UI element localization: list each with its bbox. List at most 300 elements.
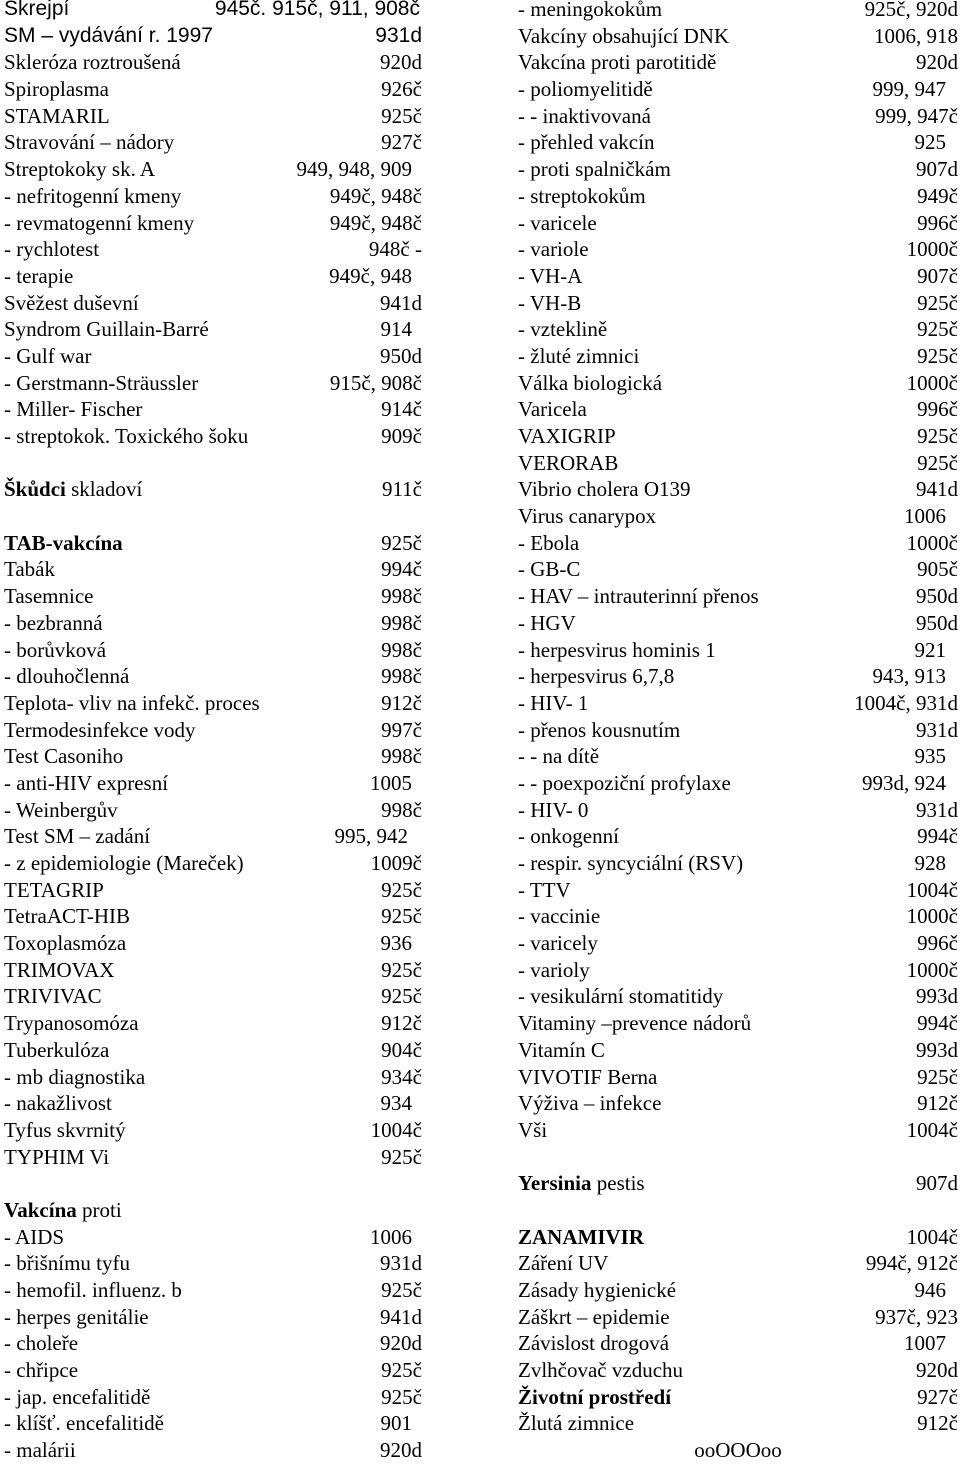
index-entry bbox=[518, 343, 958, 370]
index-entry bbox=[4, 343, 444, 370]
index-entry bbox=[4, 0, 444, 23]
entry-term: - streptokokům bbox=[518, 183, 646, 208]
entry-page-ref: 914 bbox=[380, 317, 412, 342]
entry-term: - HGV bbox=[518, 610, 576, 635]
entry-page-ref: 934č bbox=[381, 1064, 422, 1089]
entry-term: Vibrio cholera O139 bbox=[518, 477, 691, 502]
entry-term bbox=[4, 476, 142, 503]
entry-page-ref: 998č bbox=[381, 744, 422, 769]
entry-page-ref: 949č, 948č bbox=[329, 183, 422, 208]
entry-page-ref: 998č bbox=[381, 664, 422, 689]
index-entry bbox=[518, 503, 958, 530]
entry-term: Syndrom Guillain-Barré bbox=[4, 317, 209, 342]
index-entry bbox=[518, 1437, 958, 1464]
entry-term: - anti-HIV expresní bbox=[4, 770, 169, 795]
entry-page-ref: 949č, 948 bbox=[329, 263, 412, 288]
entry-page-ref: 925č bbox=[381, 904, 422, 929]
entry-term: - AIDS bbox=[4, 1224, 65, 1249]
index-entry bbox=[4, 156, 444, 183]
index-entry bbox=[4, 930, 444, 957]
entry-term: - rychlotest bbox=[4, 237, 100, 262]
entry-term: - vzteklině bbox=[518, 317, 608, 342]
entry-page-ref: 1000č bbox=[906, 957, 958, 982]
entry-page-ref: 994č, 912č bbox=[865, 1251, 958, 1276]
entry-page-ref: 996č bbox=[917, 931, 958, 956]
index-entry bbox=[518, 1090, 958, 1117]
index-entry bbox=[518, 690, 958, 717]
index-entry bbox=[518, 156, 958, 183]
entry-page-ref: 1007 bbox=[904, 1331, 946, 1356]
entry-page-ref: 943, 913 bbox=[872, 664, 946, 689]
entry-term: Životní prostředí bbox=[518, 1384, 672, 1409]
entry-page-ref: 996č bbox=[917, 210, 958, 235]
entry-term: Teplota- vliv na infekč. proces bbox=[4, 690, 260, 715]
index-entry bbox=[518, 129, 958, 156]
entry-term: - herpesvirus hominis 1 bbox=[518, 637, 716, 662]
index-entry bbox=[518, 183, 958, 210]
entry-term: - varicele bbox=[518, 210, 597, 235]
index-entry bbox=[4, 370, 444, 397]
index-entry bbox=[518, 316, 958, 343]
entry-term: Tasemnice bbox=[4, 584, 94, 609]
entry-term: - - poexpoziční profylaxe bbox=[518, 770, 731, 795]
entry-page-ref: 1006 bbox=[904, 504, 946, 529]
index-entry bbox=[518, 1330, 958, 1357]
entry-term: - varioly bbox=[518, 957, 590, 982]
entry-term: VIVOTIF Berna bbox=[518, 1064, 658, 1089]
index-entry bbox=[518, 610, 958, 637]
index-entry bbox=[518, 263, 958, 290]
index-entry bbox=[518, 877, 958, 904]
index-entry bbox=[518, 663, 958, 690]
entry-term: - respir. syncyciální (RSV) bbox=[518, 851, 744, 875]
entry-page-ref: 948č - bbox=[368, 237, 422, 262]
entry-page-ref: 1006, 918 bbox=[874, 23, 958, 48]
entry-page-ref: 909č bbox=[381, 424, 422, 448]
entry-term: - nefritogenní kmeny bbox=[4, 183, 182, 208]
entry-term bbox=[518, 1170, 645, 1197]
entry-page-ref: 925č bbox=[381, 530, 422, 555]
entry-page-ref: 912č bbox=[917, 1411, 958, 1436]
index-entry bbox=[4, 1170, 444, 1197]
entry-term: - terapie bbox=[4, 263, 74, 288]
index-entry bbox=[518, 823, 958, 850]
entry-page-ref: 925č bbox=[917, 290, 958, 315]
index-column-left bbox=[4, 0, 444, 1464]
index-entry bbox=[518, 76, 958, 103]
index-entry bbox=[518, 1277, 958, 1304]
entry-term: - - inaktivovaná bbox=[518, 103, 651, 128]
entry-page-ref: 925č bbox=[381, 1384, 422, 1409]
entry-term: Varicela bbox=[518, 397, 587, 422]
entry-page-ref: 926č bbox=[381, 77, 422, 102]
index-entry bbox=[518, 983, 958, 1010]
index-entry bbox=[4, 1010, 444, 1037]
index-entry bbox=[4, 76, 444, 103]
entry-term: Tabák bbox=[4, 557, 56, 582]
entry-term: - Gulf war bbox=[4, 343, 92, 368]
entry-page-ref: 1000č bbox=[906, 904, 958, 929]
entry-term: - streptokok. Toxického šoku bbox=[4, 424, 249, 448]
index-entry bbox=[518, 1384, 958, 1411]
entry-term: TETAGRIP bbox=[4, 877, 104, 902]
entry-page-ref: 925č bbox=[917, 317, 958, 342]
entry-page-ref: 914č bbox=[381, 397, 422, 422]
entry-term: Test SM – zadání bbox=[4, 824, 151, 849]
index-entry bbox=[4, 823, 444, 850]
entry-page-ref: 921 bbox=[914, 637, 946, 662]
entry-term: - Weinbergův bbox=[4, 797, 118, 822]
entry-term-bold: Vakcína bbox=[4, 1197, 77, 1222]
entry-term: Toxoplasmóza bbox=[4, 931, 127, 956]
index-entry bbox=[4, 1304, 444, 1331]
entry-page-ref: 925č bbox=[381, 984, 422, 1009]
entry-term: - TTV bbox=[518, 877, 571, 902]
index-entry bbox=[518, 556, 958, 583]
entry-page-ref: 993d bbox=[916, 984, 958, 1009]
entry-term: Trypanosomóza bbox=[4, 1011, 139, 1036]
entry-term: - Miller- Fischer bbox=[4, 397, 143, 422]
index-entry bbox=[4, 103, 444, 130]
index-entry bbox=[4, 1384, 444, 1411]
entry-term: TRIVIVAC bbox=[4, 984, 102, 1009]
entry-term: - žluté zimnici bbox=[518, 343, 640, 368]
index-entry bbox=[4, 1410, 444, 1437]
entry-term: - herpesvirus 6,7,8 bbox=[518, 664, 675, 689]
entry-page-ref: 925č bbox=[381, 1278, 422, 1302]
entry-page-ref: 915č, 908č bbox=[329, 370, 422, 395]
entry-page-ref: 925č bbox=[917, 1064, 958, 1089]
entry-page-ref: 934 bbox=[380, 1091, 412, 1116]
index-entry bbox=[518, 23, 958, 50]
index-entry bbox=[518, 637, 958, 664]
index-entry bbox=[518, 1357, 958, 1384]
index-entry bbox=[4, 129, 444, 156]
index-entry bbox=[518, 583, 958, 610]
entry-page-ref: 920d bbox=[380, 50, 422, 75]
index-entry bbox=[518, 290, 958, 317]
entry-page-ref: 931d bbox=[380, 1251, 422, 1276]
entry-page-ref: 912č bbox=[917, 1091, 958, 1116]
index-entry bbox=[4, 663, 444, 690]
index-entry bbox=[518, 1410, 958, 1437]
entry-term: Zásady hygienické bbox=[518, 1278, 677, 1302]
index-entry bbox=[518, 770, 958, 797]
index-entry bbox=[518, 743, 958, 770]
index-entry bbox=[4, 316, 444, 343]
entry-term: - mb diagnostika bbox=[4, 1064, 146, 1089]
entry-term: TAB-vakcína bbox=[4, 530, 123, 555]
entry-term: TetraACT-HIB bbox=[4, 904, 131, 929]
entry-term: - GB-C bbox=[518, 557, 581, 582]
entry-term: - vaccinie bbox=[518, 904, 601, 929]
entry-page-ref: 945č. 915č, 911, 908č bbox=[214, 0, 420, 20]
index-entry bbox=[518, 1170, 958, 1197]
entry-page-ref: 912č bbox=[381, 690, 422, 715]
index-entry bbox=[518, 1144, 958, 1171]
entry-page-ref: 997č bbox=[381, 717, 422, 742]
entry-page-ref: 1004č bbox=[370, 1117, 422, 1142]
entry-term: - poliomyelitidě bbox=[518, 77, 653, 102]
entry-term: - Gerstmann-Sträussler bbox=[4, 370, 199, 395]
entry-term: Virus canarypox bbox=[518, 504, 657, 529]
entry-page-ref: 925č bbox=[917, 343, 958, 368]
entry-page-ref: 907d bbox=[916, 1171, 958, 1196]
entry-term bbox=[4, 1197, 122, 1224]
index-entry bbox=[518, 49, 958, 76]
entry-page-ref: 998č bbox=[381, 797, 422, 822]
entry-term: Vitamín C bbox=[518, 1037, 605, 1062]
entry-page-ref: 999, 947č bbox=[875, 103, 958, 128]
entry-term: - bezbranná bbox=[4, 610, 103, 635]
index-entry bbox=[4, 450, 444, 477]
entry-term: - proti spalničkám bbox=[518, 157, 671, 182]
index-entry bbox=[4, 637, 444, 664]
index-entry bbox=[4, 983, 444, 1010]
entry-page-ref: 995, 942 bbox=[334, 824, 408, 849]
index-entry bbox=[4, 1144, 444, 1171]
index-entry bbox=[4, 183, 444, 210]
index-entry bbox=[518, 1250, 958, 1277]
index-entry bbox=[518, 1224, 958, 1251]
entry-term: - dlouhočlenná bbox=[4, 664, 130, 689]
entry-term: - VH-B bbox=[518, 290, 582, 315]
entry-term: - HIV- 0 bbox=[518, 797, 589, 822]
entry-term: Termodesinfekce vody bbox=[4, 717, 196, 742]
entry-term: - herpes genitálie bbox=[4, 1304, 149, 1329]
entry-term: - HIV- 1 bbox=[518, 690, 589, 715]
index-entry bbox=[518, 450, 958, 477]
index-entry bbox=[4, 530, 444, 557]
entry-term: - variole bbox=[518, 237, 589, 262]
entry-page-ref: 935 bbox=[914, 744, 946, 769]
entry-term: Vakcína proti parotitidě bbox=[518, 50, 717, 75]
entry-term: - břišnímu tyfu bbox=[4, 1251, 130, 1276]
entry-page-ref: 941d bbox=[916, 477, 958, 502]
index-entry bbox=[4, 263, 444, 290]
entry-term: Tuberkulóza bbox=[4, 1037, 110, 1062]
index-entry bbox=[518, 717, 958, 744]
index-entry bbox=[518, 903, 958, 930]
index-entry bbox=[4, 1224, 444, 1251]
entry-page-ref: 1000č bbox=[906, 237, 958, 262]
index-entry bbox=[4, 903, 444, 930]
index-entry bbox=[4, 503, 444, 530]
index-entry bbox=[4, 850, 444, 877]
entry-term: - hemofil. influenz. b bbox=[4, 1278, 182, 1302]
entry-page-ref: 950d bbox=[916, 610, 958, 635]
entry-term: TRIMOVAX bbox=[4, 957, 115, 982]
entry-page-ref: 904č bbox=[381, 1037, 422, 1062]
entry-page-ref: 911č bbox=[381, 477, 422, 502]
index-entry bbox=[4, 583, 444, 610]
index-entry bbox=[4, 717, 444, 744]
index-entry bbox=[4, 1330, 444, 1357]
entry-term: VERORAB bbox=[518, 450, 619, 475]
entry-page-ref: 905č bbox=[917, 557, 958, 582]
index-entry bbox=[4, 1037, 444, 1064]
entry-term: - nakažlivost bbox=[4, 1091, 112, 1116]
index-entry bbox=[518, 1197, 958, 1224]
index-entry bbox=[518, 1010, 958, 1037]
entry-term: VAXIGRIP bbox=[518, 424, 616, 448]
entry-page-ref: 1009č bbox=[370, 851, 422, 875]
entry-term: - meningokokům bbox=[518, 0, 663, 21]
entry-term: Vši bbox=[518, 1117, 548, 1142]
entry-term: Tyfus skvrnitý bbox=[4, 1117, 126, 1142]
index-entry bbox=[518, 103, 958, 130]
entry-page-ref: 925č bbox=[917, 424, 958, 448]
index-entry bbox=[4, 1090, 444, 1117]
entry-page-ref: 1004č, 931d bbox=[854, 690, 958, 715]
entry-page-ref: 925č, 920d bbox=[864, 0, 958, 21]
index-column-right bbox=[518, 0, 958, 1464]
entry-term: Výživa – infekce bbox=[518, 1091, 662, 1116]
entry-page-ref: 927č bbox=[917, 1384, 958, 1409]
index-entry bbox=[4, 610, 444, 637]
entry-page-ref: 998č bbox=[381, 584, 422, 609]
entry-page-ref: 1004č bbox=[906, 1117, 958, 1142]
entry-page-ref: 931d bbox=[375, 23, 422, 47]
entry-page-ref: 925č bbox=[381, 877, 422, 902]
entry-page-ref: 993d bbox=[916, 1037, 958, 1062]
entry-page-ref: 993d, 924 bbox=[862, 770, 946, 795]
entry-page-ref: 920d bbox=[380, 1438, 422, 1463]
index-entry bbox=[518, 476, 958, 503]
entry-page-ref: 907d bbox=[916, 157, 958, 182]
entry-page-ref: 920d bbox=[916, 50, 958, 75]
entry-term: Vakcíny obsahující DNK bbox=[518, 23, 730, 48]
entry-term: Závislost drogová bbox=[518, 1331, 670, 1356]
index-entry bbox=[518, 530, 958, 557]
entry-term: - varicely bbox=[518, 931, 598, 956]
index-entry bbox=[4, 1197, 444, 1224]
index-entry bbox=[4, 1064, 444, 1091]
index-entry bbox=[518, 850, 958, 877]
index-entry bbox=[518, 0, 958, 23]
index-entry bbox=[4, 1357, 444, 1384]
entry-term: - jap. encefalitidě bbox=[4, 1384, 151, 1409]
index-entry bbox=[518, 1304, 958, 1331]
entry-page-ref: 925č bbox=[381, 1144, 422, 1169]
entry-term-rest: skladoví bbox=[65, 477, 143, 502]
entry-page-ref: 925 bbox=[914, 130, 946, 155]
entry-term: Streptokoky sk. A bbox=[4, 157, 156, 182]
entry-page-ref: 1004č bbox=[906, 1224, 958, 1249]
entry-term: TYPHIM Vi bbox=[4, 1144, 110, 1169]
index-entry bbox=[4, 743, 444, 770]
entry-term-bold: Škůdci bbox=[4, 477, 66, 502]
entry-term: Záření UV bbox=[518, 1251, 609, 1276]
entry-term-bold: Yersinia bbox=[518, 1171, 592, 1196]
entry-page-ref: 994č bbox=[381, 557, 422, 582]
entry-page-ref: 949, 948, 909 bbox=[296, 157, 412, 182]
entry-term: Test Casoniho bbox=[4, 744, 124, 769]
entry-page-ref: 1005 bbox=[370, 770, 412, 795]
index-entry bbox=[4, 1117, 444, 1144]
entry-page-ref: 994č bbox=[917, 824, 958, 849]
entry-term: Zvlhčovač vzduchu bbox=[518, 1358, 684, 1383]
entry-page-ref: 996č bbox=[917, 397, 958, 422]
index-entry bbox=[518, 930, 958, 957]
entry-term: Vitaminy –prevence nádorů bbox=[518, 1011, 752, 1036]
index-entry bbox=[4, 1250, 444, 1277]
entry-term: Svěžest duševní bbox=[4, 290, 139, 315]
entry-page-ref: 950d bbox=[916, 584, 958, 609]
entry-page-ref: 927č bbox=[381, 130, 422, 155]
entry-term: - z epidemiologie (Mareček) bbox=[4, 851, 244, 875]
entry-page-ref: 994č bbox=[917, 1011, 958, 1036]
entry-page-ref: 931d bbox=[916, 717, 958, 742]
index-entry bbox=[518, 210, 958, 237]
entry-term: - VH-A bbox=[518, 263, 583, 288]
entry-term: Žlutá zimnice bbox=[518, 1411, 635, 1436]
index-entry bbox=[4, 957, 444, 984]
entry-page-ref: 1004č bbox=[906, 877, 958, 902]
entry-term: - vesikulární stomatitidy bbox=[518, 984, 724, 1009]
entry-term: STAMARIL bbox=[4, 103, 110, 128]
entry-page-ref: 931d bbox=[916, 797, 958, 822]
index-entry bbox=[4, 556, 444, 583]
entry-term: ZANAMIVIR bbox=[518, 1224, 644, 1249]
end-mark: ooOOOoo bbox=[694, 1438, 782, 1463]
entry-term-rest: proti bbox=[76, 1197, 122, 1222]
entry-page-ref: 901 bbox=[380, 1411, 412, 1436]
entry-page-ref: 928 bbox=[914, 851, 946, 875]
entry-term: - přenos kousnutím bbox=[518, 717, 681, 742]
entry-term: - revmatogenní kmeny bbox=[4, 210, 195, 235]
entry-page-ref: 949č bbox=[917, 183, 958, 208]
index-entry bbox=[518, 797, 958, 824]
entry-page-ref: 949č, 948č bbox=[329, 210, 422, 235]
index-entry bbox=[518, 1117, 958, 1144]
entry-page-ref: 998č bbox=[381, 637, 422, 662]
entry-page-ref: 937č, 923 bbox=[875, 1304, 958, 1329]
index-entry bbox=[518, 370, 958, 397]
index-entry bbox=[4, 1437, 444, 1464]
index-entry bbox=[4, 236, 444, 263]
entry-page-ref: 925č bbox=[917, 450, 958, 475]
entry-term: Válka biologická bbox=[518, 370, 663, 395]
index-entry bbox=[4, 797, 444, 824]
entry-page-ref: 941d bbox=[380, 290, 422, 315]
index-entry bbox=[4, 770, 444, 797]
entry-page-ref: 1000č bbox=[906, 370, 958, 395]
index-entry bbox=[4, 23, 444, 50]
entry-term: - přehled vakcín bbox=[518, 130, 655, 155]
entry-page-ref: 925č bbox=[381, 1358, 422, 1383]
entry-term: Skleróza roztroušená bbox=[4, 50, 181, 75]
index-entry bbox=[518, 957, 958, 984]
entry-page-ref: 999, 947 bbox=[872, 77, 946, 102]
entry-term: - borůvková bbox=[4, 637, 107, 662]
entry-term: - klíšť. encefalitidě bbox=[4, 1411, 164, 1436]
index-entry bbox=[4, 290, 444, 317]
entry-term-rest: pestis bbox=[591, 1171, 645, 1196]
index-entry bbox=[518, 1064, 958, 1091]
entry-page-ref: 998č bbox=[381, 610, 422, 635]
index-entry bbox=[4, 423, 444, 450]
entry-page-ref: 925č bbox=[381, 957, 422, 982]
entry-page-ref: 946 bbox=[914, 1278, 946, 1302]
entry-term: - onkogenní bbox=[518, 824, 619, 849]
index-entry bbox=[4, 877, 444, 904]
index-entry bbox=[4, 396, 444, 423]
entry-term: Skrejpí bbox=[4, 0, 70, 20]
index-entry bbox=[518, 396, 958, 423]
entry-page-ref: 936 bbox=[380, 931, 412, 956]
entry-page-ref: 950d bbox=[380, 343, 422, 368]
